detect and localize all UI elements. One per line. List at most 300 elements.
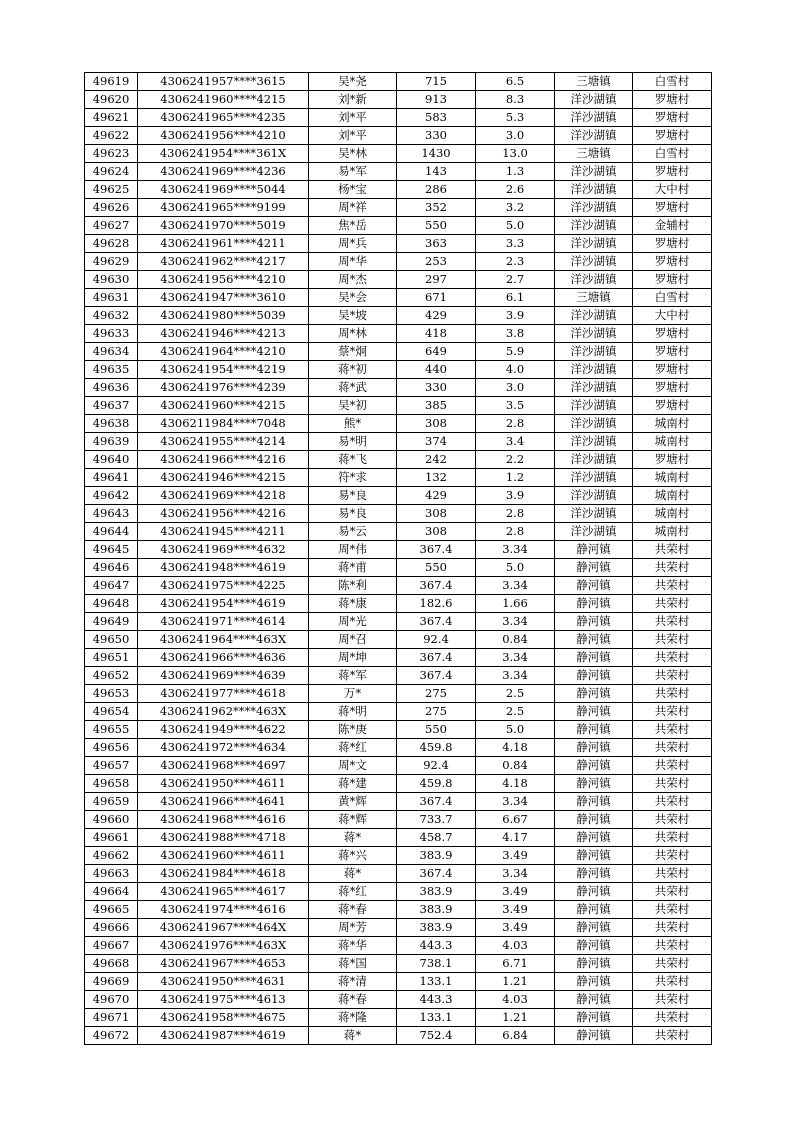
village-cell: 共荣村 — [633, 1027, 712, 1045]
quantity-cell: 3.49 — [476, 901, 555, 919]
village-cell: 罗塘村 — [633, 379, 712, 397]
name-cell: 吴*林 — [309, 145, 397, 163]
quantity-cell: 6.84 — [476, 1027, 555, 1045]
town-cell: 洋沙湖镇 — [555, 217, 633, 235]
name-cell: 黄*辉 — [309, 793, 397, 811]
row-number-cell: 49637 — [85, 397, 138, 415]
name-cell: 蒋*国 — [309, 955, 397, 973]
name-cell: 熊* — [309, 415, 397, 433]
amount-cell: 182.6 — [397, 595, 476, 613]
quantity-cell: 2.5 — [476, 703, 555, 721]
quantity-cell: 3.0 — [476, 379, 555, 397]
id-number-cell: 4306241975****4613 — [138, 991, 309, 1009]
id-number-cell: 4306241961****4211 — [138, 235, 309, 253]
village-cell: 城南村 — [633, 469, 712, 487]
town-cell: 静河镇 — [555, 685, 633, 703]
row-number-cell: 49653 — [85, 685, 138, 703]
amount-cell: 275 — [397, 685, 476, 703]
id-number-cell: 4306241966****4216 — [138, 451, 309, 469]
row-number-cell: 49671 — [85, 1009, 138, 1027]
town-cell: 洋沙湖镇 — [555, 487, 633, 505]
row-number-cell: 49670 — [85, 991, 138, 1009]
quantity-cell: 3.49 — [476, 883, 555, 901]
town-cell: 洋沙湖镇 — [555, 415, 633, 433]
id-number-cell: 4306241974****4616 — [138, 901, 309, 919]
quantity-cell: 13.0 — [476, 145, 555, 163]
id-number-cell: 4306241964****4210 — [138, 343, 309, 361]
row-number-cell: 49672 — [85, 1027, 138, 1045]
quantity-cell: 3.34 — [476, 865, 555, 883]
village-cell: 城南村 — [633, 415, 712, 433]
village-cell: 共荣村 — [633, 775, 712, 793]
name-cell: 吴*坡 — [309, 307, 397, 325]
town-cell: 静河镇 — [555, 865, 633, 883]
table-row — [85, 649, 712, 667]
amount-cell: 418 — [397, 325, 476, 343]
table-row — [85, 451, 712, 469]
village-cell: 罗塘村 — [633, 451, 712, 469]
quantity-cell: 3.8 — [476, 325, 555, 343]
village-cell: 罗塘村 — [633, 253, 712, 271]
table-row — [85, 937, 712, 955]
quantity-cell: 2.5 — [476, 685, 555, 703]
name-cell: 周*文 — [309, 757, 397, 775]
name-cell: 周*祥 — [309, 199, 397, 217]
town-cell: 三塘镇 — [555, 73, 633, 91]
row-number-cell: 49629 — [85, 253, 138, 271]
name-cell: 蒋*红 — [309, 739, 397, 757]
amount-cell: 383.9 — [397, 847, 476, 865]
row-number-cell: 49654 — [85, 703, 138, 721]
quantity-cell: 3.4 — [476, 433, 555, 451]
quantity-cell: 1.3 — [476, 163, 555, 181]
name-cell: 蒋* — [309, 1027, 397, 1045]
town-cell: 洋沙湖镇 — [555, 271, 633, 289]
amount-cell: 133.1 — [397, 973, 476, 991]
town-cell: 静河镇 — [555, 721, 633, 739]
village-cell: 罗塘村 — [633, 271, 712, 289]
row-number-cell: 49655 — [85, 721, 138, 739]
village-cell: 罗塘村 — [633, 235, 712, 253]
amount-cell: 649 — [397, 343, 476, 361]
village-cell: 共荣村 — [633, 613, 712, 631]
table-row — [85, 613, 712, 631]
name-cell: 蒋* — [309, 829, 397, 847]
town-cell: 静河镇 — [555, 757, 633, 775]
amount-cell: 913 — [397, 91, 476, 109]
quantity-cell: 0.84 — [476, 631, 555, 649]
table-row — [85, 505, 712, 523]
name-cell: 易*云 — [309, 523, 397, 541]
id-number-cell: 4306241975****4225 — [138, 577, 309, 595]
row-number-cell: 49635 — [85, 361, 138, 379]
quantity-cell: 3.34 — [476, 613, 555, 631]
id-number-cell: 4306241954****4619 — [138, 595, 309, 613]
row-number-cell: 49664 — [85, 883, 138, 901]
village-cell: 共荣村 — [633, 685, 712, 703]
id-number-cell: 4306241956****4216 — [138, 505, 309, 523]
table-row — [85, 397, 712, 415]
town-cell: 静河镇 — [555, 631, 633, 649]
village-cell: 罗塘村 — [633, 325, 712, 343]
table-row — [85, 253, 712, 271]
amount-cell: 286 — [397, 181, 476, 199]
table-row — [85, 271, 712, 289]
village-cell: 共荣村 — [633, 1009, 712, 1027]
table-row — [85, 181, 712, 199]
name-cell: 蒋*甫 — [309, 559, 397, 577]
id-number-cell: 4306241966****4636 — [138, 649, 309, 667]
quantity-cell: 5.0 — [476, 217, 555, 235]
row-number-cell: 49651 — [85, 649, 138, 667]
id-number-cell: 4306241967****464X — [138, 919, 309, 937]
name-cell: 蒋*红 — [309, 883, 397, 901]
village-cell: 共荣村 — [633, 721, 712, 739]
town-cell: 洋沙湖镇 — [555, 343, 633, 361]
table-row — [85, 1009, 712, 1027]
name-cell: 蒋*清 — [309, 973, 397, 991]
row-number-cell: 49660 — [85, 811, 138, 829]
id-number-cell: 4306241962****4217 — [138, 253, 309, 271]
table-row — [85, 595, 712, 613]
name-cell: 刘*平 — [309, 127, 397, 145]
town-cell: 洋沙湖镇 — [555, 163, 633, 181]
amount-cell: 583 — [397, 109, 476, 127]
amount-cell: 92.4 — [397, 757, 476, 775]
id-number-cell: 4306241967****4653 — [138, 955, 309, 973]
village-cell: 共荣村 — [633, 559, 712, 577]
id-number-cell: 4306241970****5019 — [138, 217, 309, 235]
id-number-cell: 4306241960****4215 — [138, 91, 309, 109]
village-cell: 共荣村 — [633, 847, 712, 865]
town-cell: 静河镇 — [555, 829, 633, 847]
name-cell: 蒋*初 — [309, 361, 397, 379]
name-cell: 蒋*兴 — [309, 847, 397, 865]
village-cell: 共荣村 — [633, 811, 712, 829]
village-cell: 共荣村 — [633, 631, 712, 649]
table-row — [85, 721, 712, 739]
village-cell: 共荣村 — [633, 703, 712, 721]
amount-cell: 92.4 — [397, 631, 476, 649]
name-cell: 蒋*明 — [309, 703, 397, 721]
table-row — [85, 883, 712, 901]
name-cell: 周*召 — [309, 631, 397, 649]
quantity-cell: 5.0 — [476, 559, 555, 577]
id-number-cell: 4306241949****4622 — [138, 721, 309, 739]
town-cell: 静河镇 — [555, 775, 633, 793]
village-cell: 白雪村 — [633, 73, 712, 91]
table-row — [85, 847, 712, 865]
town-cell: 静河镇 — [555, 613, 633, 631]
name-cell: 蒋*隆 — [309, 1009, 397, 1027]
town-cell: 三塘镇 — [555, 289, 633, 307]
table-row — [85, 199, 712, 217]
amount-cell: 143 — [397, 163, 476, 181]
id-number-cell: 4306241956****4210 — [138, 271, 309, 289]
table-row — [85, 775, 712, 793]
table-row — [85, 559, 712, 577]
amount-cell: 1430 — [397, 145, 476, 163]
row-number-cell: 49630 — [85, 271, 138, 289]
row-number-cell: 49668 — [85, 955, 138, 973]
table-row — [85, 757, 712, 775]
quantity-cell: 3.49 — [476, 847, 555, 865]
name-cell: 周*光 — [309, 613, 397, 631]
id-number-cell: 4306241957****3615 — [138, 73, 309, 91]
village-cell: 共荣村 — [633, 577, 712, 595]
row-number-cell: 49652 — [85, 667, 138, 685]
town-cell: 三塘镇 — [555, 145, 633, 163]
amount-cell: 443.3 — [397, 991, 476, 1009]
id-number-cell: 4306241965****4235 — [138, 109, 309, 127]
id-number-cell: 4306241966****4641 — [138, 793, 309, 811]
name-cell: 易*良 — [309, 487, 397, 505]
id-number-cell: 4306241968****4697 — [138, 757, 309, 775]
quantity-cell: 1.21 — [476, 1009, 555, 1027]
amount-cell: 367.4 — [397, 667, 476, 685]
amount-cell: 443.3 — [397, 937, 476, 955]
id-number-cell: 4306241954****4219 — [138, 361, 309, 379]
data-table — [84, 72, 712, 1045]
amount-cell: 367.4 — [397, 793, 476, 811]
id-number-cell: 4306241984****4618 — [138, 865, 309, 883]
amount-cell: 253 — [397, 253, 476, 271]
id-number-cell: 4306241987****4619 — [138, 1027, 309, 1045]
amount-cell: 550 — [397, 217, 476, 235]
table-row — [85, 541, 712, 559]
quantity-cell: 3.34 — [476, 577, 555, 595]
village-cell: 共荣村 — [633, 937, 712, 955]
table-row — [85, 325, 712, 343]
name-cell: 蒋*春 — [309, 991, 397, 1009]
village-cell: 罗塘村 — [633, 91, 712, 109]
table-row — [85, 991, 712, 1009]
id-number-cell: 4306241969****4639 — [138, 667, 309, 685]
id-number-cell: 4306241947****3610 — [138, 289, 309, 307]
row-number-cell: 49619 — [85, 73, 138, 91]
name-cell: 刘*平 — [309, 109, 397, 127]
table-row — [85, 685, 712, 703]
village-cell: 城南村 — [633, 487, 712, 505]
village-cell: 共荣村 — [633, 739, 712, 757]
quantity-cell: 6.5 — [476, 73, 555, 91]
row-number-cell: 49656 — [85, 739, 138, 757]
name-cell: 蒋* — [309, 865, 397, 883]
name-cell: 易*军 — [309, 163, 397, 181]
quantity-cell: 3.2 — [476, 199, 555, 217]
name-cell: 刘*新 — [309, 91, 397, 109]
village-cell: 罗塘村 — [633, 361, 712, 379]
village-cell: 大中村 — [633, 307, 712, 325]
village-cell: 共荣村 — [633, 667, 712, 685]
table-row — [85, 901, 712, 919]
id-number-cell: 4306241972****4634 — [138, 739, 309, 757]
id-number-cell: 4306211984****7048 — [138, 415, 309, 433]
row-number-cell: 49628 — [85, 235, 138, 253]
name-cell: 蒋*春 — [309, 901, 397, 919]
quantity-cell: 2.8 — [476, 415, 555, 433]
village-cell: 共荣村 — [633, 757, 712, 775]
town-cell: 静河镇 — [555, 739, 633, 757]
table-row — [85, 145, 712, 163]
table-row — [85, 919, 712, 937]
quantity-cell: 0.84 — [476, 757, 555, 775]
id-number-cell: 4306241950****4631 — [138, 973, 309, 991]
row-number-cell: 49649 — [85, 613, 138, 631]
quantity-cell: 3.49 — [476, 919, 555, 937]
id-number-cell: 4306241946****4215 — [138, 469, 309, 487]
town-cell: 静河镇 — [555, 1027, 633, 1045]
amount-cell: 242 — [397, 451, 476, 469]
amount-cell: 308 — [397, 523, 476, 541]
name-cell: 吴*会 — [309, 289, 397, 307]
name-cell: 周*兵 — [309, 235, 397, 253]
row-number-cell: 49648 — [85, 595, 138, 613]
row-number-cell: 49662 — [85, 847, 138, 865]
row-number-cell: 49640 — [85, 451, 138, 469]
village-cell: 罗塘村 — [633, 343, 712, 361]
amount-cell: 367.4 — [397, 865, 476, 883]
row-number-cell: 49665 — [85, 901, 138, 919]
village-cell: 共荣村 — [633, 883, 712, 901]
quantity-cell: 3.34 — [476, 793, 555, 811]
town-cell: 静河镇 — [555, 973, 633, 991]
quantity-cell: 3.34 — [476, 541, 555, 559]
row-number-cell: 49667 — [85, 937, 138, 955]
quantity-cell: 2.6 — [476, 181, 555, 199]
amount-cell: 308 — [397, 415, 476, 433]
village-cell: 共荣村 — [633, 955, 712, 973]
row-number-cell: 49623 — [85, 145, 138, 163]
amount-cell: 132 — [397, 469, 476, 487]
quantity-cell: 3.5 — [476, 397, 555, 415]
town-cell: 静河镇 — [555, 559, 633, 577]
village-cell: 罗塘村 — [633, 199, 712, 217]
amount-cell: 715 — [397, 73, 476, 91]
id-number-cell: 4306241971****4614 — [138, 613, 309, 631]
name-cell: 蔡*炯 — [309, 343, 397, 361]
town-cell: 洋沙湖镇 — [555, 181, 633, 199]
quantity-cell: 6.1 — [476, 289, 555, 307]
row-number-cell: 49639 — [85, 433, 138, 451]
village-cell: 共荣村 — [633, 649, 712, 667]
name-cell: 吴*尧 — [309, 73, 397, 91]
table-row — [85, 865, 712, 883]
name-cell: 周*伟 — [309, 541, 397, 559]
town-cell: 静河镇 — [555, 883, 633, 901]
table-row — [85, 811, 712, 829]
town-cell: 洋沙湖镇 — [555, 325, 633, 343]
id-number-cell: 4306241954****361X — [138, 145, 309, 163]
name-cell: 蒋*辉 — [309, 811, 397, 829]
village-cell: 罗塘村 — [633, 109, 712, 127]
id-number-cell: 4306241977****4618 — [138, 685, 309, 703]
town-cell: 静河镇 — [555, 541, 633, 559]
id-number-cell: 4306241988****4718 — [138, 829, 309, 847]
quantity-cell: 2.2 — [476, 451, 555, 469]
row-number-cell: 49646 — [85, 559, 138, 577]
row-number-cell: 49658 — [85, 775, 138, 793]
id-number-cell: 4306241976****463X — [138, 937, 309, 955]
row-number-cell: 49634 — [85, 343, 138, 361]
row-number-cell: 49643 — [85, 505, 138, 523]
id-number-cell: 4306241965****9199 — [138, 199, 309, 217]
name-cell: 吴*初 — [309, 397, 397, 415]
table-row — [85, 667, 712, 685]
town-cell: 静河镇 — [555, 811, 633, 829]
village-cell: 白雪村 — [633, 145, 712, 163]
village-cell: 城南村 — [633, 433, 712, 451]
row-number-cell: 49636 — [85, 379, 138, 397]
amount-cell: 458.7 — [397, 829, 476, 847]
quantity-cell: 6.71 — [476, 955, 555, 973]
name-cell: 周*杰 — [309, 271, 397, 289]
name-cell: 符*求 — [309, 469, 397, 487]
amount-cell: 363 — [397, 235, 476, 253]
village-cell: 罗塘村 — [633, 163, 712, 181]
name-cell: 蒋*建 — [309, 775, 397, 793]
amount-cell: 752.4 — [397, 1027, 476, 1045]
town-cell: 洋沙湖镇 — [555, 199, 633, 217]
amount-cell: 383.9 — [397, 901, 476, 919]
table-row — [85, 487, 712, 505]
table-row — [85, 379, 712, 397]
id-number-cell: 4306241946****4213 — [138, 325, 309, 343]
quantity-cell: 4.03 — [476, 991, 555, 1009]
row-number-cell: 49669 — [85, 973, 138, 991]
town-cell: 洋沙湖镇 — [555, 253, 633, 271]
table-row — [85, 469, 712, 487]
town-cell: 静河镇 — [555, 955, 633, 973]
id-number-cell: 4306241955****4214 — [138, 433, 309, 451]
row-number-cell: 49627 — [85, 217, 138, 235]
id-number-cell: 4306241956****4210 — [138, 127, 309, 145]
amount-cell: 275 — [397, 703, 476, 721]
table-row — [85, 523, 712, 541]
amount-cell: 429 — [397, 487, 476, 505]
town-cell: 静河镇 — [555, 649, 633, 667]
table-row — [85, 415, 712, 433]
town-cell: 洋沙湖镇 — [555, 235, 633, 253]
id-number-cell: 4306241976****4239 — [138, 379, 309, 397]
name-cell: 周*坤 — [309, 649, 397, 667]
id-number-cell: 4306241980****5039 — [138, 307, 309, 325]
quantity-cell: 4.0 — [476, 361, 555, 379]
town-cell: 静河镇 — [555, 937, 633, 955]
id-number-cell: 4306241950****4611 — [138, 775, 309, 793]
table-row — [85, 217, 712, 235]
table-row — [85, 793, 712, 811]
quantity-cell: 3.9 — [476, 307, 555, 325]
table-row — [85, 703, 712, 721]
table-row — [85, 163, 712, 181]
table-row — [85, 361, 712, 379]
amount-cell: 671 — [397, 289, 476, 307]
amount-cell: 330 — [397, 379, 476, 397]
village-cell: 共荣村 — [633, 991, 712, 1009]
amount-cell: 367.4 — [397, 577, 476, 595]
village-cell: 共荣村 — [633, 829, 712, 847]
amount-cell: 297 — [397, 271, 476, 289]
id-number-cell: 4306241948****4619 — [138, 559, 309, 577]
town-cell: 洋沙湖镇 — [555, 307, 633, 325]
town-cell: 洋沙湖镇 — [555, 109, 633, 127]
quantity-cell: 2.8 — [476, 523, 555, 541]
row-number-cell: 49657 — [85, 757, 138, 775]
quantity-cell: 3.34 — [476, 649, 555, 667]
name-cell: 蒋*飞 — [309, 451, 397, 469]
quantity-cell: 4.18 — [476, 739, 555, 757]
